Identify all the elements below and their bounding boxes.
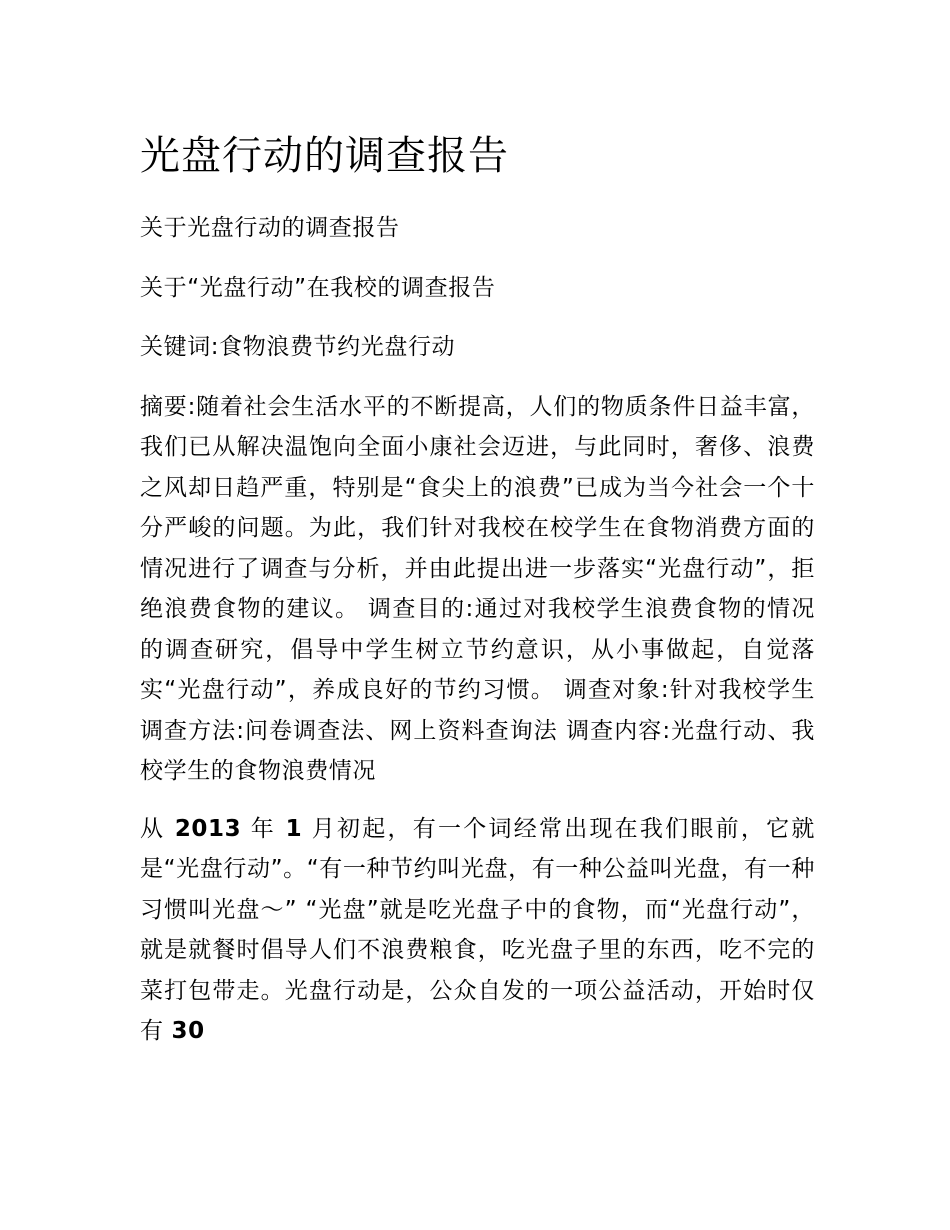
body-year: 2013	[174, 815, 242, 842]
body-count: 30	[171, 1018, 205, 1044]
subtitle-line-1: 关于光盘行动的调查报告	[140, 215, 400, 241]
body-month: 1	[285, 815, 303, 842]
document-title: 光盘行动的调查报告	[140, 133, 509, 179]
body-text-part-1: 从	[140, 815, 175, 842]
keywords-line: 关键词:食物浪费节约光盘行动	[140, 334, 456, 360]
subtitle-line-2: 关于“光盘行动”在我校的调查报告	[140, 274, 496, 301]
document-page	[140, 128, 815, 1069]
body-text-part-3: 月初起，有一个词经常出现在我们眼前，它就是“光盘行动”。“有一种节约叫光盘，有一种公益叫光盘，有一种习惯叫光盘～” “光盘”就是吃光盘子中的食物，而“光盘行动”，就是就餐时倡导人们不浪费粮食，吃光盘子里的东西，吃不完的菜打包带走。光盘行动是，公众自发的一项公益活动，开始时仅有	[140, 815, 815, 1044]
body-text-part-2: 年	[241, 815, 286, 842]
abstract-paragraph: 摘要:随着社会生活水平的不断提高，人们的物质条件日益丰富，我们已从解决温饱向全面小康社会迈进，与此同时，奢侈、浪费之风却日趋严重，特别是“食尖上的浪费”已成为当今社会一个十分严峻的问题。为此，我们针对我校在校学生在食物消费方面的情况进行了调查与分析，并由此提出进一步落实“光盘行动”，拒绝浪费食物的建议。 调查目的:通过对我校学生浪费食物的情况的调查研究，倡导中学生树立节约意识，从小事做起，自觉落实“光盘行动”，养成良好的节约习惯。 调查对象:针对我校学生 调查方法:问卷调查法、网上资料查询法 调查内容:光盘行动、我校学生的食物浪费情况	[140, 393, 815, 784]
body-paragraph	[140, 809, 815, 1052]
